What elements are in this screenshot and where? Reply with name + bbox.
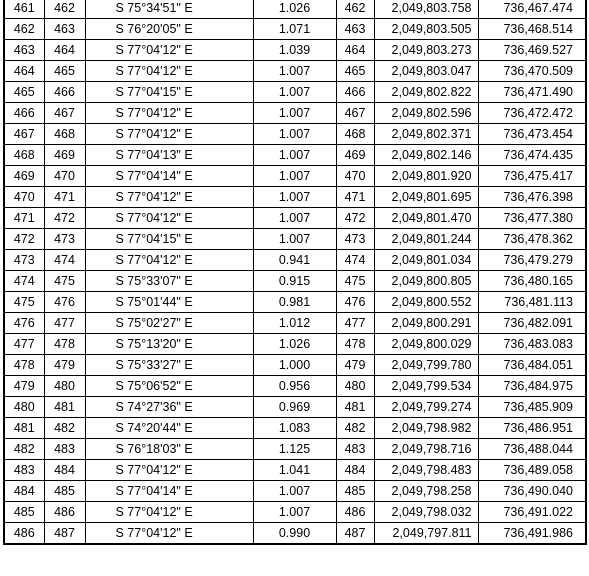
easting-cell: 736,483.083 [478, 334, 586, 355]
bearing-cell: S 75°01'44" E [85, 292, 253, 313]
from-station-cell: 481 [4, 418, 44, 439]
bearing-cell: S 75°33'07" E [85, 271, 253, 292]
northing-cell: 2,049,799.780 [374, 355, 478, 376]
point-number-cell: 474 [336, 250, 374, 271]
from-station-cell: 482 [4, 439, 44, 460]
northing-cell: 2,049,802.146 [374, 145, 478, 166]
to-station-cell: 464 [44, 40, 85, 61]
northing-cell: 2,049,801.695 [374, 187, 478, 208]
to-station-cell: 481 [44, 397, 85, 418]
from-station-cell: 464 [4, 61, 44, 82]
easting-cell: 736,484.051 [478, 355, 586, 376]
from-station-cell: 485 [4, 502, 44, 523]
point-number-cell: 473 [336, 229, 374, 250]
bearing-cell: S 76°20'05" E [85, 19, 253, 40]
distance-cell: 0.956 [253, 376, 336, 397]
table-row [4, 229, 586, 250]
table-row [4, 166, 586, 187]
northing-cell: 2,049,797.811 [374, 523, 478, 545]
bearing-cell: S 77°04'15" E [85, 82, 253, 103]
from-station-cell: 472 [4, 229, 44, 250]
to-station-cell: 484 [44, 460, 85, 481]
to-station-cell: 482 [44, 418, 85, 439]
table-row [4, 376, 586, 397]
point-number-cell: 476 [336, 292, 374, 313]
distance-cell: 1.026 [253, 0, 336, 19]
bearing-cell: S 77°04'13" E [85, 145, 253, 166]
from-station-cell: 480 [4, 397, 44, 418]
distance-cell: 1.007 [253, 145, 336, 166]
from-station-cell: 477 [4, 334, 44, 355]
bearing-cell: S 77°04'12" E [85, 208, 253, 229]
easting-cell: 736,469.527 [478, 40, 586, 61]
to-station-cell: 463 [44, 19, 85, 40]
point-number-cell: 475 [336, 271, 374, 292]
distance-cell: 0.990 [253, 523, 336, 545]
bearing-cell: S 77°04'14" E [85, 166, 253, 187]
to-station-cell: 467 [44, 103, 85, 124]
distance-cell: 1.125 [253, 439, 336, 460]
bearing-cell: S 77°04'15" E [85, 229, 253, 250]
from-station-cell: 468 [4, 145, 44, 166]
easting-cell: 736,486.951 [478, 418, 586, 439]
distance-cell: 1.007 [253, 166, 336, 187]
northing-cell: 2,049,802.822 [374, 82, 478, 103]
table-row [4, 334, 586, 355]
table-row [4, 481, 586, 502]
from-station-cell: 470 [4, 187, 44, 208]
point-number-cell: 477 [336, 313, 374, 334]
to-station-cell: 469 [44, 145, 85, 166]
to-station-cell: 465 [44, 61, 85, 82]
easting-cell: 736,490.040 [478, 481, 586, 502]
to-station-cell: 477 [44, 313, 85, 334]
to-station-cell: 474 [44, 250, 85, 271]
easting-cell: 736,468.514 [478, 19, 586, 40]
from-station-cell: 465 [4, 82, 44, 103]
northing-cell: 2,049,799.274 [374, 397, 478, 418]
to-station-cell: 486 [44, 502, 85, 523]
table-row [4, 439, 586, 460]
table-row [4, 313, 586, 334]
distance-cell: 1.007 [253, 103, 336, 124]
table-row [4, 187, 586, 208]
from-station-cell: 476 [4, 313, 44, 334]
to-station-cell: 483 [44, 439, 85, 460]
from-station-cell: 486 [4, 523, 44, 545]
from-station-cell: 479 [4, 376, 44, 397]
bearing-cell: S 77°04'12" E [85, 103, 253, 124]
bearing-cell: S 77°04'12" E [85, 124, 253, 145]
from-station-cell: 475 [4, 292, 44, 313]
distance-cell: 0.981 [253, 292, 336, 313]
to-station-cell: 468 [44, 124, 85, 145]
bearing-cell: S 76°18'03" E [85, 439, 253, 460]
distance-cell: 1.012 [253, 313, 336, 334]
distance-cell: 1.041 [253, 460, 336, 481]
from-station-cell: 473 [4, 250, 44, 271]
easting-cell: 736,480.165 [478, 271, 586, 292]
distance-cell: 1.000 [253, 355, 336, 376]
to-station-cell: 466 [44, 82, 85, 103]
distance-cell: 0.941 [253, 250, 336, 271]
northing-cell: 2,049,798.716 [374, 439, 478, 460]
bearing-cell: S 77°04'14" E [85, 481, 253, 502]
table-row [4, 61, 586, 82]
easting-cell: 736,478.362 [478, 229, 586, 250]
easting-cell: 736,484.975 [478, 376, 586, 397]
table-row [4, 40, 586, 61]
bearing-cell: S 74°27'36" E [85, 397, 253, 418]
point-number-cell: 478 [336, 334, 374, 355]
to-station-cell: 480 [44, 376, 85, 397]
northing-cell: 2,049,803.273 [374, 40, 478, 61]
bearing-distance-table [3, 0, 587, 545]
to-station-cell: 487 [44, 523, 85, 545]
point-number-cell: 480 [336, 376, 374, 397]
northing-cell: 2,049,800.291 [374, 313, 478, 334]
bearing-cell: S 75°34'51" E [85, 0, 253, 19]
table-row [4, 397, 586, 418]
table-row [4, 355, 586, 376]
table-row [4, 82, 586, 103]
table-row [4, 460, 586, 481]
northing-cell: 2,049,803.047 [374, 61, 478, 82]
table-body [4, 0, 586, 544]
distance-cell: 0.969 [253, 397, 336, 418]
northing-cell: 2,049,798.258 [374, 481, 478, 502]
distance-cell: 1.071 [253, 19, 336, 40]
table-row [4, 271, 586, 292]
easting-cell: 736,489.058 [478, 460, 586, 481]
bearing-cell: S 75°13'20" E [85, 334, 253, 355]
bearing-cell: S 74°20'44" E [85, 418, 253, 439]
bearing-cell: S 75°06'52" E [85, 376, 253, 397]
table-row [4, 250, 586, 271]
northing-cell: 2,049,800.805 [374, 271, 478, 292]
northing-cell: 2,049,800.029 [374, 334, 478, 355]
point-number-cell: 465 [336, 61, 374, 82]
table-row [4, 124, 586, 145]
point-number-cell: 471 [336, 187, 374, 208]
table-row [4, 418, 586, 439]
point-number-cell: 469 [336, 145, 374, 166]
from-station-cell: 461 [4, 0, 44, 19]
table-row [4, 208, 586, 229]
point-number-cell: 463 [336, 19, 374, 40]
distance-cell: 1.007 [253, 82, 336, 103]
northing-cell: 2,049,803.505 [374, 19, 478, 40]
point-number-cell: 483 [336, 439, 374, 460]
distance-cell: 1.007 [253, 481, 336, 502]
from-station-cell: 467 [4, 124, 44, 145]
northing-cell: 2,049,801.920 [374, 166, 478, 187]
from-station-cell: 478 [4, 355, 44, 376]
bearing-cell: S 77°04'12" E [85, 187, 253, 208]
easting-cell: 736,491.986 [478, 523, 586, 545]
easting-cell: 736,472.472 [478, 103, 586, 124]
northing-cell: 2,049,800.552 [374, 292, 478, 313]
northing-cell: 2,049,801.470 [374, 208, 478, 229]
point-number-cell: 470 [336, 166, 374, 187]
northing-cell: 2,049,799.534 [374, 376, 478, 397]
bearing-cell: S 77°04'12" E [85, 502, 253, 523]
to-station-cell: 476 [44, 292, 85, 313]
table-row [4, 523, 586, 545]
table-row [4, 103, 586, 124]
to-station-cell: 470 [44, 166, 85, 187]
point-number-cell: 472 [336, 208, 374, 229]
easting-cell: 736,482.091 [478, 313, 586, 334]
northing-cell: 2,049,803.758 [374, 0, 478, 19]
from-station-cell: 469 [4, 166, 44, 187]
easting-cell: 736,481.113 [478, 292, 586, 313]
table-row [4, 502, 586, 523]
easting-cell: 736,471.490 [478, 82, 586, 103]
from-station-cell: 462 [4, 19, 44, 40]
easting-cell: 736,475.417 [478, 166, 586, 187]
table-row [4, 19, 586, 40]
point-number-cell: 484 [336, 460, 374, 481]
point-number-cell: 468 [336, 124, 374, 145]
northing-cell: 2,049,798.032 [374, 502, 478, 523]
point-number-cell: 479 [336, 355, 374, 376]
bearing-cell: S 75°02'27" E [85, 313, 253, 334]
bearing-cell: S 77°04'12" E [85, 61, 253, 82]
point-number-cell: 486 [336, 502, 374, 523]
easting-cell: 736,485.909 [478, 397, 586, 418]
distance-cell: 1.007 [253, 187, 336, 208]
point-number-cell: 462 [336, 0, 374, 19]
northing-cell: 2,049,802.596 [374, 103, 478, 124]
easting-cell: 736,470.509 [478, 61, 586, 82]
to-station-cell: 479 [44, 355, 85, 376]
point-number-cell: 466 [336, 82, 374, 103]
distance-cell: 1.007 [253, 502, 336, 523]
easting-cell: 736,479.279 [478, 250, 586, 271]
table-row [4, 292, 586, 313]
to-station-cell: 462 [44, 0, 85, 19]
point-number-cell: 487 [336, 523, 374, 545]
easting-cell: 736,467.474 [478, 0, 586, 19]
to-station-cell: 485 [44, 481, 85, 502]
table-row [4, 145, 586, 166]
distance-cell: 1.007 [253, 124, 336, 145]
northing-cell: 2,049,801.034 [374, 250, 478, 271]
point-number-cell: 485 [336, 481, 374, 502]
distance-cell: 1.007 [253, 61, 336, 82]
northing-cell: 2,049,801.244 [374, 229, 478, 250]
to-station-cell: 473 [44, 229, 85, 250]
easting-cell: 736,473.454 [478, 124, 586, 145]
from-station-cell: 483 [4, 460, 44, 481]
easting-cell: 736,476.398 [478, 187, 586, 208]
to-station-cell: 471 [44, 187, 85, 208]
distance-cell: 1.007 [253, 208, 336, 229]
northing-cell: 2,049,798.982 [374, 418, 478, 439]
bearing-cell: S 75°33'27" E [85, 355, 253, 376]
from-station-cell: 474 [4, 271, 44, 292]
point-number-cell: 481 [336, 397, 374, 418]
from-station-cell: 463 [4, 40, 44, 61]
from-station-cell: 471 [4, 208, 44, 229]
northing-cell: 2,049,798.483 [374, 460, 478, 481]
from-station-cell: 466 [4, 103, 44, 124]
easting-cell: 736,477.380 [478, 208, 586, 229]
to-station-cell: 478 [44, 334, 85, 355]
point-number-cell: 467 [336, 103, 374, 124]
distance-cell: 1.039 [253, 40, 336, 61]
point-number-cell: 482 [336, 418, 374, 439]
table-row [4, 0, 586, 19]
bearing-cell: S 77°04'12" E [85, 523, 253, 545]
bearing-cell: S 77°04'12" E [85, 460, 253, 481]
distance-cell: 1.007 [253, 229, 336, 250]
bearing-cell: S 77°04'12" E [85, 40, 253, 61]
northing-cell: 2,049,802.371 [374, 124, 478, 145]
bearing-cell: S 77°04'12" E [85, 250, 253, 271]
to-station-cell: 475 [44, 271, 85, 292]
easting-cell: 736,474.435 [478, 145, 586, 166]
point-number-cell: 464 [336, 40, 374, 61]
distance-cell: 1.083 [253, 418, 336, 439]
distance-cell: 1.026 [253, 334, 336, 355]
to-station-cell: 472 [44, 208, 85, 229]
easting-cell: 736,491.022 [478, 502, 586, 523]
distance-cell: 0.915 [253, 271, 336, 292]
from-station-cell: 484 [4, 481, 44, 502]
easting-cell: 736,488.044 [478, 439, 586, 460]
